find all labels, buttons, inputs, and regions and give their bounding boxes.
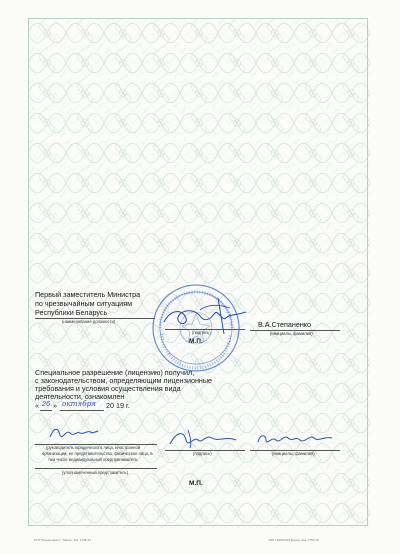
official-position-line-2: по чрезвычайным ситуациям bbox=[35, 299, 133, 308]
recipient-handwritten-signature bbox=[168, 426, 238, 450]
receipt-date-year: 20 19 г. bbox=[106, 401, 130, 410]
receipt-line-4: деятельности, ознакомлен bbox=[35, 392, 125, 401]
official-name-caption: (инициалы, фамилия) bbox=[270, 331, 313, 336]
recipient-caption-line-1: (руководитель юридического лица, иностранной bbox=[46, 445, 141, 450]
recipient-caption-line-2: организации, ее представительства, физическое лицо, в bbox=[42, 451, 153, 456]
receipt-date-open-quote: « bbox=[35, 401, 39, 410]
official-seal-label: М.П. bbox=[189, 338, 203, 345]
recipient-caption-line-4: (уполномоченный представитель) bbox=[62, 470, 129, 475]
recipient-signature-caption: (подпись) bbox=[193, 451, 212, 456]
receipt-line-2: с законодательством, определяющим лицензионные bbox=[35, 376, 213, 385]
receipt-line-3: требования и условия осуществления вида bbox=[35, 384, 181, 393]
official-position-caption: (наименование должности) bbox=[62, 319, 116, 324]
receipt-date-day: 26 bbox=[42, 399, 50, 408]
recipient-handwritten-name bbox=[256, 428, 336, 450]
footer-right: УНП 190597433 Минск. Зак. 1755-13 bbox=[268, 538, 319, 542]
recipient-name-caption: (инициалы, фамилия) bbox=[272, 451, 315, 456]
receipt-line-1: Специальное разрешение (лицензию) получил, bbox=[35, 368, 195, 377]
recipient-caption-line-3: том числе индивидуальный предприниматель bbox=[48, 457, 138, 462]
receipt-date-close-quote: » bbox=[53, 401, 57, 410]
footer-left: РУП "Бизнесофсет". Минск. Зак. 1755-13 bbox=[34, 538, 91, 542]
official-name: В.А.Степаненко bbox=[258, 320, 312, 329]
receipt-month-underline bbox=[60, 410, 104, 411]
recipient-representative-underline bbox=[35, 468, 157, 469]
official-signature-caption: (подпись) bbox=[192, 330, 211, 335]
recipient-seal-label: М.П. bbox=[189, 480, 203, 487]
official-handwritten-signature bbox=[160, 296, 250, 336]
receipt-day-underline bbox=[40, 410, 52, 411]
official-position-line-3: Республики Беларусь bbox=[35, 308, 108, 317]
official-position-line-1: Первый заместитель Министра bbox=[35, 290, 141, 299]
receipt-date-month: октября bbox=[62, 399, 96, 408]
recipient-position-handwriting bbox=[48, 423, 108, 443]
